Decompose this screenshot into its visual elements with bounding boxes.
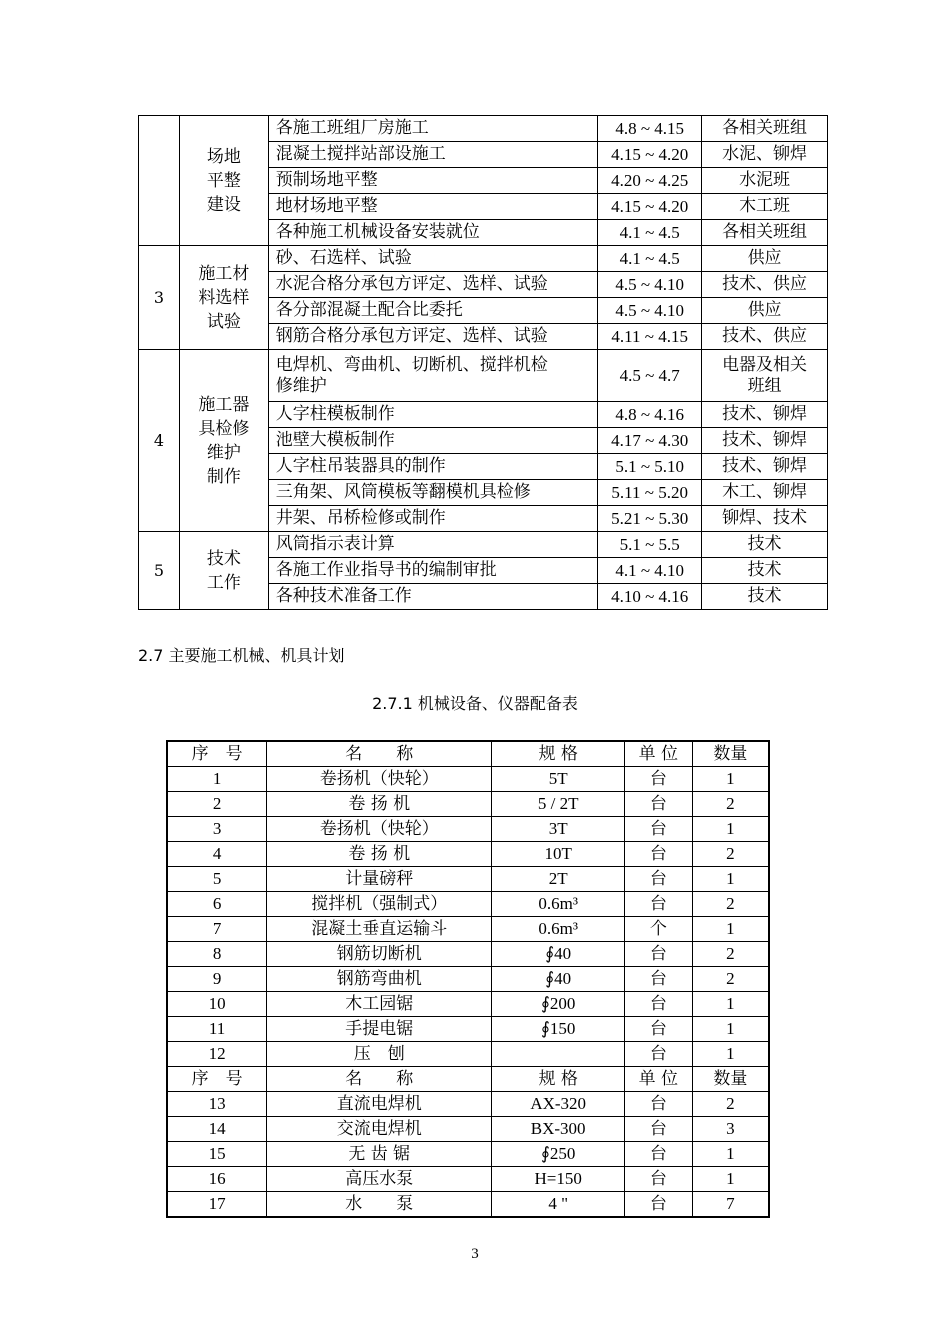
column-header: 序 号 <box>167 741 267 767</box>
equipment-quantity: 2 <box>692 967 769 992</box>
task-responsible: 木工班 <box>702 194 828 220</box>
equipment-unit: 台 <box>624 767 692 792</box>
equipment-number: 16 <box>167 1167 267 1192</box>
group-category <box>179 116 268 246</box>
equipment-unit: 台 <box>624 817 692 842</box>
equipment-name: 卷 扬 机 <box>267 792 492 817</box>
equipment-spec: ∮40 <box>492 967 625 992</box>
equipment-name: 钢筋弯曲机 <box>267 967 492 992</box>
task-item: 砂、石选样、试验 <box>268 246 597 272</box>
task-item: 各种技术准备工作 <box>268 584 597 610</box>
equipment-name: 钢筋切断机 <box>267 942 492 967</box>
equipment-unit: 台 <box>624 792 692 817</box>
task-item: 钢筋合格分承包方评定、选样、试验 <box>268 324 597 350</box>
equipment-unit: 台 <box>624 967 692 992</box>
group-category <box>179 246 268 350</box>
group-number <box>139 116 180 246</box>
task-responsible <box>702 350 828 402</box>
task-date: 4.20 ~ 4.25 <box>598 168 702 194</box>
equipment-header-row <box>167 741 769 767</box>
task-date: 4.1 ~ 4.5 <box>598 220 702 246</box>
task-responsible: 铆焊、技术 <box>702 506 828 532</box>
equipment-quantity: 3 <box>692 1117 769 1142</box>
equipment-unit: 台 <box>624 992 692 1017</box>
category-line: 料选样 <box>198 287 250 308</box>
equipment-spec: 2T <box>492 867 625 892</box>
responsible-line: 电器及相关 <box>722 354 808 375</box>
equipment-number: 3 <box>167 817 267 842</box>
task-item: 三角架、风筒模板等翻模机具检修 <box>268 480 597 506</box>
category-line: 场地 <box>206 146 241 167</box>
task-item-line: 修维护 <box>275 375 327 396</box>
task-responsible: 木工、铆焊 <box>702 480 828 506</box>
task-responsible: 水泥、铆焊 <box>702 142 828 168</box>
equipment-quantity: 1 <box>692 1142 769 1167</box>
equipment-row <box>167 817 769 842</box>
task-date: 4.8 ~ 4.15 <box>598 116 702 142</box>
equipment-spec: 4 " <box>492 1192 625 1218</box>
column-header: 名 称 <box>267 741 492 767</box>
task-item: 各施工作业指导书的编制审批 <box>268 558 597 584</box>
equipment-name: 卷 扬 机 <box>267 842 492 867</box>
task-item-line: 电焊机、弯曲机、切断机、搅拌机检 <box>275 354 548 375</box>
equipment-header-row <box>167 1067 769 1092</box>
category-line: 平整 <box>206 170 241 191</box>
category-line: 试验 <box>206 311 241 332</box>
equipment-name: 压 刨 <box>267 1042 492 1067</box>
equipment-row <box>167 1042 769 1067</box>
task-date: 4.15 ~ 4.20 <box>598 194 702 220</box>
equipment-spec: 0.6m³ <box>492 892 625 917</box>
equipment-row <box>167 1092 769 1117</box>
equipment-number: 14 <box>167 1117 267 1142</box>
category-line: 施工器 <box>198 394 250 415</box>
equipment-spec: 0.6m³ <box>492 917 625 942</box>
equipment-row <box>167 1167 769 1192</box>
task-responsible: 技术 <box>702 584 828 610</box>
equipment-number: 1 <box>167 767 267 792</box>
equipment-spec: 10T <box>492 842 625 867</box>
equipment-number: 6 <box>167 892 267 917</box>
equipment-name: 混凝土垂直运输斗 <box>267 917 492 942</box>
equipment-quantity: 2 <box>692 942 769 967</box>
task-item <box>268 350 597 402</box>
column-header: 规 格 <box>492 1067 625 1092</box>
equipment-spec: ∮40 <box>492 942 625 967</box>
schedule-row <box>139 246 828 272</box>
equipment-quantity: 7 <box>692 1192 769 1218</box>
equipment-row <box>167 867 769 892</box>
group-number: 4 <box>139 350 180 532</box>
equipment-unit: 台 <box>624 892 692 917</box>
equipment-name: 手提电锯 <box>267 1017 492 1042</box>
task-responsible: 技术、供应 <box>702 272 828 298</box>
task-date: 4.5 ~ 4.10 <box>598 272 702 298</box>
task-date: 4.15 ~ 4.20 <box>598 142 702 168</box>
task-item: 水泥合格分承包方评定、选样、试验 <box>268 272 597 298</box>
category-line: 工作 <box>206 572 241 593</box>
equipment-number: 5 <box>167 867 267 892</box>
task-item: 各种施工机械设备安装就位 <box>268 220 597 246</box>
task-date: 4.5 ~ 4.7 <box>598 350 702 402</box>
category-line: 制作 <box>206 466 241 487</box>
group-number: 5 <box>139 532 180 610</box>
equipment-unit: 台 <box>624 1117 692 1142</box>
page-number: 3 <box>471 1246 479 1262</box>
category-line: 施工材 <box>198 263 250 284</box>
task-responsible: 技术 <box>702 532 828 558</box>
equipment-quantity: 2 <box>692 892 769 917</box>
category-line: 技术 <box>206 548 241 569</box>
equipment-number: 8 <box>167 942 267 967</box>
task-date: 5.1 ~ 5.10 <box>598 454 702 480</box>
equipment-name: 高压水泵 <box>267 1167 492 1192</box>
task-responsible: 水泥班 <box>702 168 828 194</box>
column-header: 序 号 <box>167 1067 267 1092</box>
equipment-spec: ∮250 <box>492 1142 625 1167</box>
equipment-row <box>167 1142 769 1167</box>
equipment-quantity: 1 <box>692 1017 769 1042</box>
equipment-number: 17 <box>167 1192 267 1218</box>
equipment-row <box>167 842 769 867</box>
task-responsible: 供应 <box>702 298 828 324</box>
equipment-unit: 台 <box>624 1142 692 1167</box>
category-line: 维护 <box>206 442 241 463</box>
equipment-number: 13 <box>167 1092 267 1117</box>
column-header: 单 位 <box>624 741 692 767</box>
equipment-name: 计量磅秤 <box>267 867 492 892</box>
task-date: 4.17 ~ 4.30 <box>598 428 702 454</box>
task-date: 4.5 ~ 4.10 <box>598 298 702 324</box>
task-responsible: 技术 <box>702 558 828 584</box>
task-item: 井架、吊桥检修或制作 <box>268 506 597 532</box>
equipment-quantity: 1 <box>692 867 769 892</box>
equipment-unit: 台 <box>624 1017 692 1042</box>
equipment-spec: ∮200 <box>492 992 625 1017</box>
equipment-spec: H=150 <box>492 1167 625 1192</box>
equipment-name: 搅拌机（强制式） <box>267 892 492 917</box>
equipment-name: 交流电焊机 <box>267 1117 492 1142</box>
column-header: 数量 <box>692 1067 769 1092</box>
equipment-unit: 台 <box>624 1042 692 1067</box>
equipment-row <box>167 1117 769 1142</box>
equipment-quantity: 1 <box>692 917 769 942</box>
task-date: 4.11 ~ 4.15 <box>598 324 702 350</box>
task-responsible: 技术、供应 <box>702 324 828 350</box>
task-item: 各施工班组厂房施工 <box>268 116 597 142</box>
equipment-spec: 5T <box>492 767 625 792</box>
task-item: 预制场地平整 <box>268 168 597 194</box>
task-date: 4.1 ~ 4.5 <box>598 246 702 272</box>
equipment-row <box>167 792 769 817</box>
task-responsible: 供应 <box>702 246 828 272</box>
equipment-unit: 台 <box>624 1167 692 1192</box>
equipment-name: 无 齿 锯 <box>267 1142 492 1167</box>
column-header: 规 格 <box>492 741 625 767</box>
task-date: 5.1 ~ 5.5 <box>598 532 702 558</box>
equipment-number: 7 <box>167 917 267 942</box>
equipment-name: 木工园锯 <box>267 992 492 1017</box>
equipment-row <box>167 1017 769 1042</box>
section-heading: 2.7 主要施工机械、机具计划 <box>138 646 345 665</box>
category-line: 建设 <box>206 194 241 215</box>
equipment-name: 水 泵 <box>267 1192 492 1218</box>
equipment-quantity: 1 <box>692 992 769 1017</box>
equipment-spec: AX-320 <box>492 1092 625 1117</box>
equipment-unit: 台 <box>624 942 692 967</box>
equipment-row <box>167 992 769 1017</box>
column-header: 数量 <box>692 741 769 767</box>
schedule-row <box>139 350 828 402</box>
equipment-spec: ∮150 <box>492 1017 625 1042</box>
equipment-number: 11 <box>167 1017 267 1042</box>
column-header: 名 称 <box>267 1067 492 1092</box>
equipment-number: 12 <box>167 1042 267 1067</box>
task-item: 人字柱吊装器具的制作 <box>268 454 597 480</box>
task-item: 地材场地平整 <box>268 194 597 220</box>
responsible-line: 班组 <box>747 375 782 396</box>
task-item: 混凝土搅拌站部设施工 <box>268 142 597 168</box>
equipment-quantity: 1 <box>692 1167 769 1192</box>
task-item: 池壁大模板制作 <box>268 428 597 454</box>
equipment-quantity: 2 <box>692 1092 769 1117</box>
table-caption: 2.7.1 机械设备、仪器配备表 <box>372 694 578 713</box>
equipment-quantity: 1 <box>692 817 769 842</box>
task-date: 4.8 ~ 4.16 <box>598 402 702 428</box>
equipment-row <box>167 1192 769 1218</box>
group-category <box>179 350 268 532</box>
equipment-name: 直流电焊机 <box>267 1092 492 1117</box>
task-responsible: 各相关班组 <box>702 220 828 246</box>
equipment-name: 卷扬机（快轮） <box>267 767 492 792</box>
equipment-row <box>167 942 769 967</box>
equipment-quantity: 1 <box>692 1042 769 1067</box>
task-date: 5.11 ~ 5.20 <box>598 480 702 506</box>
task-item: 人字柱模板制作 <box>268 402 597 428</box>
equipment-spec <box>492 1042 625 1067</box>
equipment-number: 2 <box>167 792 267 817</box>
equipment-number: 10 <box>167 992 267 1017</box>
equipment-quantity: 2 <box>692 792 769 817</box>
equipment-unit: 台 <box>624 842 692 867</box>
task-responsible: 技术、铆焊 <box>702 454 828 480</box>
equipment-spec: 3T <box>492 817 625 842</box>
group-number: 3 <box>139 246 180 350</box>
equipment-table <box>166 740 770 1218</box>
equipment-row <box>167 917 769 942</box>
schedule-row <box>139 116 828 142</box>
schedule-row <box>139 532 828 558</box>
group-category <box>179 532 268 610</box>
task-date: 4.10 ~ 4.16 <box>598 584 702 610</box>
task-date: 4.1 ~ 4.10 <box>598 558 702 584</box>
equipment-spec: 5 / 2T <box>492 792 625 817</box>
equipment-unit: 台 <box>624 1092 692 1117</box>
equipment-row <box>167 767 769 792</box>
construction-schedule-table <box>138 115 828 610</box>
equipment-quantity: 2 <box>692 842 769 867</box>
equipment-number: 15 <box>167 1142 267 1167</box>
equipment-spec: BX-300 <box>492 1117 625 1142</box>
task-item: 风筒指示表计算 <box>268 532 597 558</box>
equipment-name: 卷扬机（快轮） <box>267 817 492 842</box>
task-date: 5.21 ~ 5.30 <box>598 506 702 532</box>
equipment-unit: 台 <box>624 867 692 892</box>
task-responsible: 各相关班组 <box>702 116 828 142</box>
column-header: 单 位 <box>624 1067 692 1092</box>
equipment-number: 4 <box>167 842 267 867</box>
equipment-row <box>167 892 769 917</box>
equipment-number: 9 <box>167 967 267 992</box>
task-item: 各分部混凝土配合比委托 <box>268 298 597 324</box>
equipment-row <box>167 967 769 992</box>
equipment-unit: 个 <box>624 917 692 942</box>
category-line: 具检修 <box>198 418 250 439</box>
equipment-quantity: 1 <box>692 767 769 792</box>
task-responsible: 技术、铆焊 <box>702 402 828 428</box>
equipment-unit: 台 <box>624 1192 692 1218</box>
task-responsible: 技术、铆焊 <box>702 428 828 454</box>
